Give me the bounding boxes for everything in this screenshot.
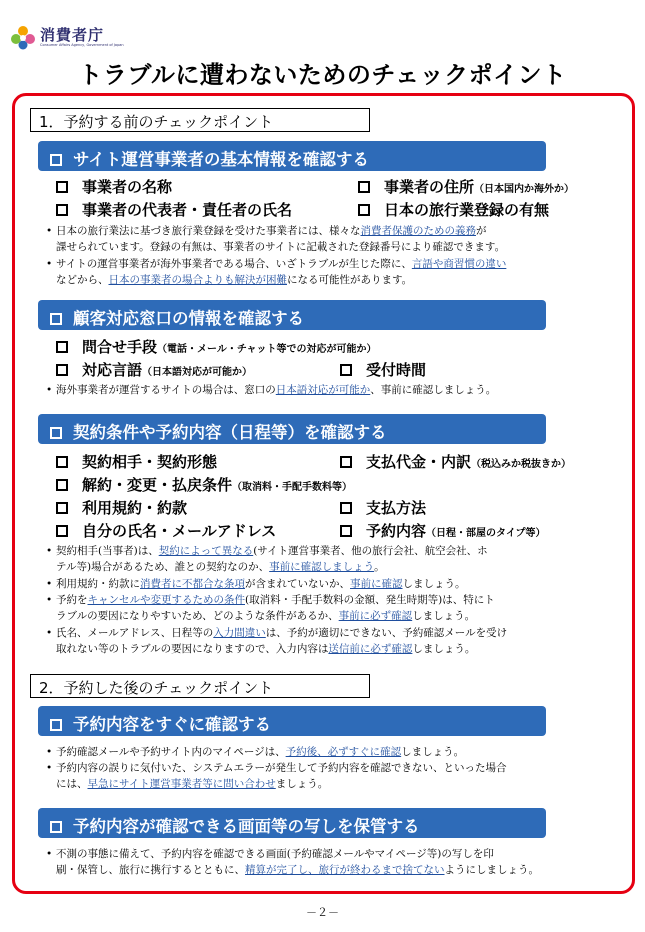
checkpoint-bar-title: 予約内容が確認できる画面等の写しを保管する — [73, 817, 420, 836]
checkpoint-bar-title: 顧客対応窓口の情報を確認する — [73, 309, 304, 328]
checkbox-icon — [56, 364, 68, 376]
page-title: トラブルに遭わないためのチェックポイント — [78, 61, 567, 89]
bullet-icon: • — [46, 848, 53, 860]
checkpoint-bar-basic-info — [38, 141, 546, 171]
bullet-icon: • — [46, 762, 53, 774]
checkbox-icon — [56, 502, 68, 514]
checkbox-icon — [50, 821, 62, 833]
bullet-text: 課せられています。登録の有無は、事業者のサイトに記載された登録番号により確認できます。 — [56, 241, 506, 253]
bullet-paragraph — [46, 592, 624, 624]
caa-logo — [8, 22, 148, 52]
bullet-text: などから、 — [56, 274, 109, 286]
bullet-paragraph — [46, 382, 624, 398]
bullet-icon: • — [46, 746, 53, 758]
checkbox-icon — [50, 313, 62, 325]
check-item-business-address — [358, 176, 574, 197]
bullet-emphasis: 消費者保護のための義務 — [360, 225, 476, 237]
checkbox-icon — [340, 456, 352, 468]
bullet-text: 氏名、メールアドレス、日程等の — [56, 627, 214, 639]
bullet-emphasis: 事前に確認 — [350, 578, 403, 590]
bullet-text: 予約を — [56, 594, 88, 606]
check-item-note: （取消料・手配手数料等） — [232, 482, 353, 493]
check-item-note: （電話・メール・チャット等での対応が可能か） — [157, 344, 377, 355]
check-item-note: （日本国内か海外か） — [474, 184, 575, 195]
bullet-text: しましょう。 — [412, 610, 476, 622]
checkbox-icon — [56, 181, 68, 193]
check-item-label: 事業者の代表者・責任者の氏名 — [82, 201, 293, 219]
check-item-label: 予約内容 — [366, 522, 427, 540]
check-item-label: 契約相手・契約形態 — [82, 453, 218, 471]
bullet-text: ラブルの要因になりやすいため、どのような条件があるか、 — [56, 610, 339, 622]
bullet-text: 。 — [374, 561, 385, 573]
checkbox-icon — [50, 154, 62, 166]
checkpoint-bar-contact-window — [38, 300, 546, 330]
bullet-paragraph — [46, 576, 624, 592]
bullet-text: 海外事業者が運営するサイトの場合は、窓口の — [56, 384, 276, 396]
bullet-paragraph — [46, 625, 624, 657]
checkbox-icon — [50, 427, 62, 439]
bullet-paragraph — [46, 744, 624, 760]
bullet-icon: • — [46, 384, 53, 396]
logo-subtext: Consumer Affairs Agency, Government of Japan — [40, 43, 124, 47]
bullet-emphasis: 精算が完了し、旅行が終わるまで捨てない — [245, 864, 445, 876]
caa-logo-icon — [8, 22, 38, 52]
check-item-terms — [56, 497, 187, 518]
bullet-text: ましょう。 — [275, 778, 329, 790]
bullet-text: になる可能性があります。 — [287, 274, 413, 286]
bullet-paragraph — [46, 846, 624, 878]
bullet-emphasis: 予約後、必ずすぐに確認 — [285, 746, 402, 758]
bullet-emphasis: 早急にサイト運営事業者等に問い合わせ — [87, 778, 276, 790]
check-item-label: 自分の氏名・メールアドレス — [82, 522, 277, 540]
check-item-hours — [340, 359, 426, 380]
bullet-text: しましょう。 — [412, 643, 476, 655]
checkbox-icon — [340, 525, 352, 537]
logo-text: 消費者庁 — [40, 26, 105, 44]
bullet-paragraph — [46, 256, 624, 288]
bullet-text: 予約内容の誤りに気付いた、システムエラーが発生して予約内容を確認できない、といった場合 — [56, 762, 507, 774]
bullet-text: 刷・保管し、旅行に携行するとともに、 — [56, 864, 245, 876]
bullet-paragraph — [46, 223, 624, 255]
check-item-name-email — [56, 520, 276, 541]
bullet-text: しましょう。 — [402, 578, 466, 590]
page-number: －２－ — [306, 906, 339, 919]
checkbox-icon — [50, 719, 62, 731]
check-item-note: （税込みか税抜きか） — [471, 459, 572, 470]
check-item-label: 事業者の名称 — [82, 178, 173, 196]
bullet-icon: • — [46, 258, 53, 270]
bullet-text: が — [476, 225, 487, 237]
bullet-icon: • — [46, 594, 53, 606]
bullet-paragraph — [46, 543, 624, 575]
check-item-label: 問合せ手段 — [82, 338, 158, 356]
checkbox-icon — [56, 204, 68, 216]
check-item-inquiry-method — [56, 336, 377, 357]
bullet-emphasis: 事前に確認しましょう — [269, 561, 375, 573]
check-item-business-name — [56, 176, 172, 197]
check-item-note: （日本語対応が可能か） — [142, 367, 253, 378]
bullet-text: テル等)場合があるため、誰との契約なのか、 — [56, 561, 270, 573]
checkpoint-bar-title: サイト運営事業者の基本情報を確認する — [73, 150, 369, 169]
check-item-label: 日本の旅行業登録の有無 — [384, 201, 550, 219]
checkpoint-bar-confirm-reservation — [38, 706, 546, 736]
bullet-emphasis: 日本の事業者の場合よりも解決が困難 — [108, 274, 287, 286]
bullet-text: 予約確認メールや予約サイト内のマイページは、 — [56, 746, 286, 758]
bullet-text: (取消料・手配手数料の金額、発生時期等)は、特にト — [245, 594, 495, 606]
check-item-label: 利用規約・約款 — [82, 499, 188, 517]
checkbox-icon — [56, 341, 68, 353]
bullet-emphasis: 送信前に必ず確認 — [328, 643, 413, 655]
bullet-text: ようにしましょう。 — [444, 864, 539, 876]
bullet-text: 契約相手(当事者)は、 — [56, 545, 159, 557]
checkbox-icon — [358, 181, 370, 193]
checkbox-icon — [340, 364, 352, 376]
bullet-emphasis: 契約によって異なる — [158, 545, 254, 557]
section-2-heading: 2．予約した後のチェックポイント — [30, 674, 370, 698]
checkbox-icon — [56, 525, 68, 537]
check-item-reservation-details — [340, 520, 546, 541]
check-item-label: 対応言語 — [82, 361, 143, 379]
check-item-payment-amount — [340, 451, 571, 472]
bullet-text: サイトの運営事業者が海外事業者である場合、いざトラブルが生じた際に、 — [56, 258, 412, 270]
bullet-paragraph — [46, 760, 624, 792]
bullet-emphasis: キャンセルや変更するための条件 — [87, 594, 245, 606]
check-item-label: 解約・変更・払戻条件 — [82, 476, 233, 494]
bullet-icon: • — [46, 545, 53, 557]
check-item-payment-method — [340, 497, 426, 518]
bullet-icon: • — [46, 578, 53, 590]
check-item-label: 支払代金・内訳 — [366, 453, 472, 471]
bullet-text: 日本の旅行業法に基づき旅行業登録を受けた事業者には、様々な — [56, 225, 361, 237]
bullet-emphasis: 言語や商習慣の違い — [411, 258, 507, 270]
bullet-text: 不測の事態に備えて、予約内容を確認できる画面(予約確認メールやマイページ等)の写しを印 — [56, 848, 494, 860]
bullet-emphasis: 入力間違い — [213, 627, 266, 639]
bullet-text: 取れない等のトラブルの要因になりますので、入力内容は — [56, 643, 329, 655]
check-item-label: 受付時間 — [366, 361, 427, 379]
bullet-text: 、事前に確認しましょう。 — [370, 384, 497, 396]
bullet-emphasis: 日本語対応が可能か — [275, 384, 371, 396]
bullet-icon: • — [46, 225, 53, 237]
check-item-cancellation — [56, 474, 352, 495]
checkbox-icon — [56, 456, 68, 468]
bullet-text: は、予約が適切にできない、予約確認メールを受け — [265, 627, 508, 639]
checkpoint-bar-keep-copy — [38, 808, 546, 838]
check-item-note: （日程・部屋のタイプ等） — [426, 528, 546, 539]
section-1-heading: 1．予約する前のチェックポイント — [30, 108, 370, 132]
check-item-representative — [56, 199, 292, 220]
checkpoint-bar-contract-terms — [38, 414, 546, 444]
bullet-emphasis: 事前に必ず確認 — [338, 610, 413, 622]
bullet-icon: • — [46, 627, 53, 639]
check-item-label: 支払方法 — [366, 499, 427, 517]
bullet-text: には、 — [56, 778, 88, 790]
check-item-language — [56, 359, 252, 380]
bullet-emphasis: 消費者に不都合な条項 — [140, 578, 245, 590]
bullet-text: 利用規約・約款に — [56, 578, 140, 590]
check-item-label: 事業者の住所 — [384, 178, 475, 196]
bullet-text: (サイト運営事業者、他の旅行会社、航空会社、ホ — [253, 545, 488, 557]
checkbox-icon — [358, 204, 370, 216]
checkbox-icon — [340, 502, 352, 514]
checkpoint-bar-title: 予約内容をすぐに確認する — [73, 715, 271, 734]
bullet-text: しましょう。 — [401, 746, 465, 758]
check-item-contract-party — [56, 451, 217, 472]
checkbox-icon — [56, 479, 68, 491]
check-item-travel-registration — [358, 199, 549, 220]
checkpoint-bar-title: 契約条件や予約内容（日程等）を確認する — [73, 423, 387, 442]
bullet-text: が含まれていないか、 — [245, 578, 350, 590]
